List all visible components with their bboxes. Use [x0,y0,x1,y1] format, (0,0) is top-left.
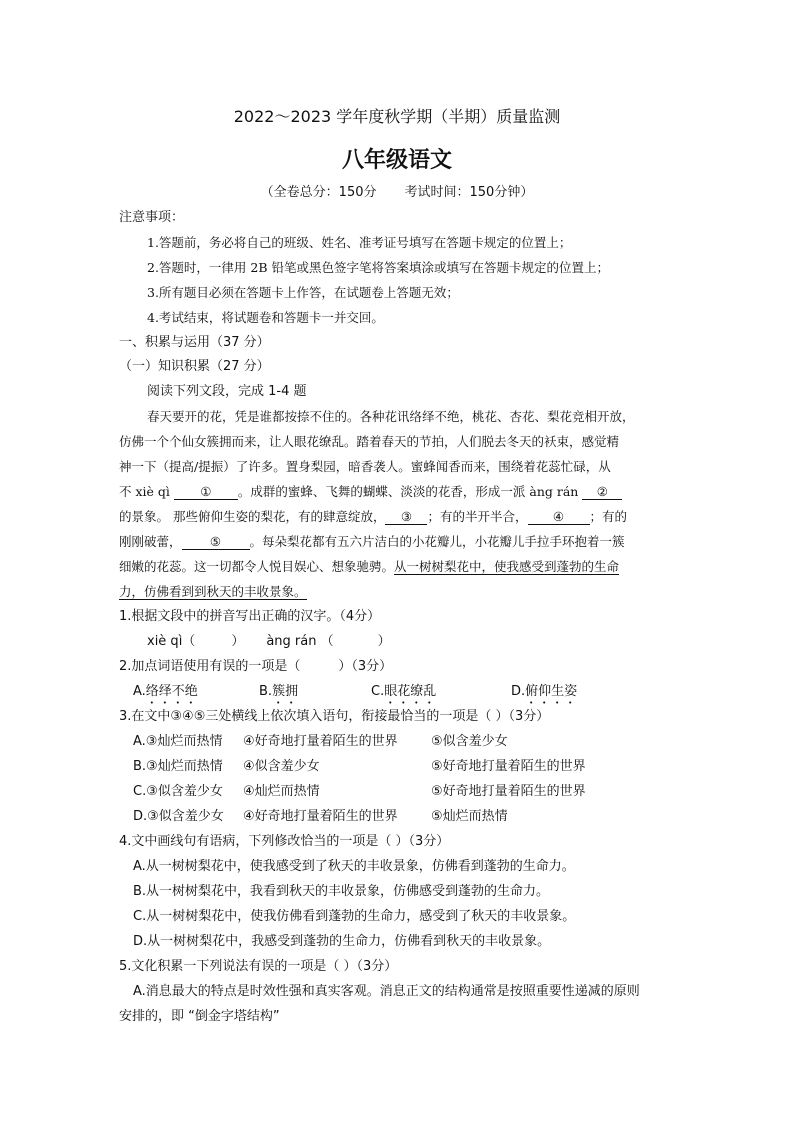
question-4-option-a: A.从一树树梨花中，使我感受到了秋天的丰收景象，仿佛看到蓬勃的生命力。 [133,859,575,874]
question-5-option-a-line-1: A.消息最大的特点是时效性强和真实客观。消息正文的结构通常是按照重要性递减的原则 [133,984,640,999]
question-1-stem: 1.根据文段中的拼音写出正确的汉字。（4分） [119,609,381,624]
passage-line-2: 仿佛一个个仙女簇拥而来，让人眼花缭乱。踏着春天的节拍，人们脱去冬天的袄束，感觉精 [119,434,620,449]
exam-time: 考试时间：150分钟） [404,185,534,200]
passage-line-1: 春天要开的花，凭是谁都按捺不住的。各种花讯络绎不绝，桃花、杏花、梨花竞相开放， [147,409,635,424]
notice-item-3: 3.所有题目必须在答题卡上作答，在试题卷上答题无效； [147,285,459,300]
passage-line-8: 力，仿佛看到到秋天的丰收景象。 [119,584,307,599]
question-3-option-d-1: D.③似含羞少女 [133,809,224,824]
blank-3: ③ [385,509,427,525]
question-3-option-b-2: ④似含羞少女 [243,759,320,774]
blank-5: ⑤ [182,534,250,550]
notice-item-4: 4.考试结束，将试题卷和答题卡一并交回。 [147,310,384,325]
question-1-pinyin: xiè qì（ ） àng rán （ ） [147,634,391,649]
passage-line-3: 神一下（提高/提振）了许多。置身梨园，暗香袭人。蜜蜂闻香而来，围绕着花蕊忙碌，从 [119,459,611,474]
blank-1: ① [174,484,238,500]
question-3-option-c-1: C.③似含羞少女 [133,784,223,799]
question-2-option-a: A.络绎不绝 [133,684,198,699]
question-4-option-b: B.从一树树梨花中，我看到秋天的丰收景象，仿佛感受到蓬勃的生命力。 [133,884,550,899]
question-3-option-b-1: B.③灿烂而热情 [133,759,223,774]
passage-line-7: 细嫩的花蕊。这一切都令人悦目娱心、想象驰骋。从一树树梨花中，使我感受到蓬勃的生命 [119,559,620,574]
question-3-option-d-3: ⑤灿烂而热情 [431,809,508,824]
question-2-option-d: D.俯仰生姿 [511,684,578,699]
section-heading: 一、积累与运用（37 分） [119,335,270,350]
passage-line-5: 的景象。 那些俯仰生姿的梨花，有的肆意绽放， ③ ；有的半开半合， ④ ；有的 [119,509,628,524]
question-5-stem: 5.文化积累一下列说法有误的一项是（ ）（3分） [119,959,398,974]
underlined-sentence: 从一树树梨花中，使我感受到蓬勃的生命 [394,559,620,574]
question-3-option-a-1: A.③灿烂而热情 [133,734,223,749]
question-3-stem: 3.在文中③④⑤三处横线上依次填入语句，衔接最恰当的一项是（ ）（3分） [119,709,550,724]
exam-title: 2022～2023 学年度秋学期（半期）质量监测 [233,107,561,126]
subject-title: 八年级语文 [341,147,452,173]
question-2-option-b: B.簇拥 [259,684,299,699]
notice-item-2: 2.答题时，一律用 2B 铅笔或黑色签字笔将答案填涂或填写在答题卡规定的位置上； [147,260,610,275]
question-3-option-d-2: ④好奇地打量着陌生的世界 [243,809,398,824]
blank-2: ② [582,484,622,500]
subsection-heading: （一）知识积累（27 分） [119,359,270,374]
passage-line-4: 不 xiè qì ① 。成群的蜜蜂、飞舞的蝴蝶、淡淡的花香，形成一派 àng rán ② [119,483,622,501]
passage-instruction: 阅读下列文段，完成 1-4 题 [147,384,307,399]
question-4-option-c: C.从一树树梨花中，使我仿佛看到蓬勃的生命力，感受到了秋天的丰收景象。 [133,909,576,924]
question-3-option-b-3: ⑤好奇地打量着陌生的世界 [431,759,586,774]
passage-line-6: 刚刚破蕾， ⑤ 。每朵梨花都有五六片洁白的小花瓣儿，小花瓣儿手拉手环抱着一簇 [119,534,625,549]
blank-4: ④ [528,509,590,525]
question-5-option-a-line-2: 安排的，即 “倒金字塔结构” [119,1009,280,1024]
question-3-option-a-2: ④好奇地打量着陌生的世界 [243,734,398,749]
notice-item-1: 1.答题前，务必将自己的班级、姓名、准考证号填写在答题卡规定的位置上； [147,235,572,250]
question-3-option-c-3: ⑤好奇地打量着陌生的世界 [431,784,586,799]
notice-title: 注意事项： [119,210,185,225]
question-2-stem: 2.加点词语使用有误的一项是（ ）（3分） [119,659,393,674]
question-4-option-d: D.从一树树梨花中，我感受到蓬勃的生命力，仿佛看到秋天的丰收景象。 [133,934,551,949]
question-4-stem: 4.文中画线句有语病，下列修改恰当的一项是（ ）（3分） [119,834,450,849]
question-3-option-a-3: ⑤似含羞少女 [431,734,508,749]
total-score: （全卷总分：150分 [260,185,377,200]
question-3-option-c-2: ④灿烂而热情 [243,784,320,799]
score-time-line [0,184,794,202]
question-2-option-c: C.眼花缭乱 [371,684,437,699]
